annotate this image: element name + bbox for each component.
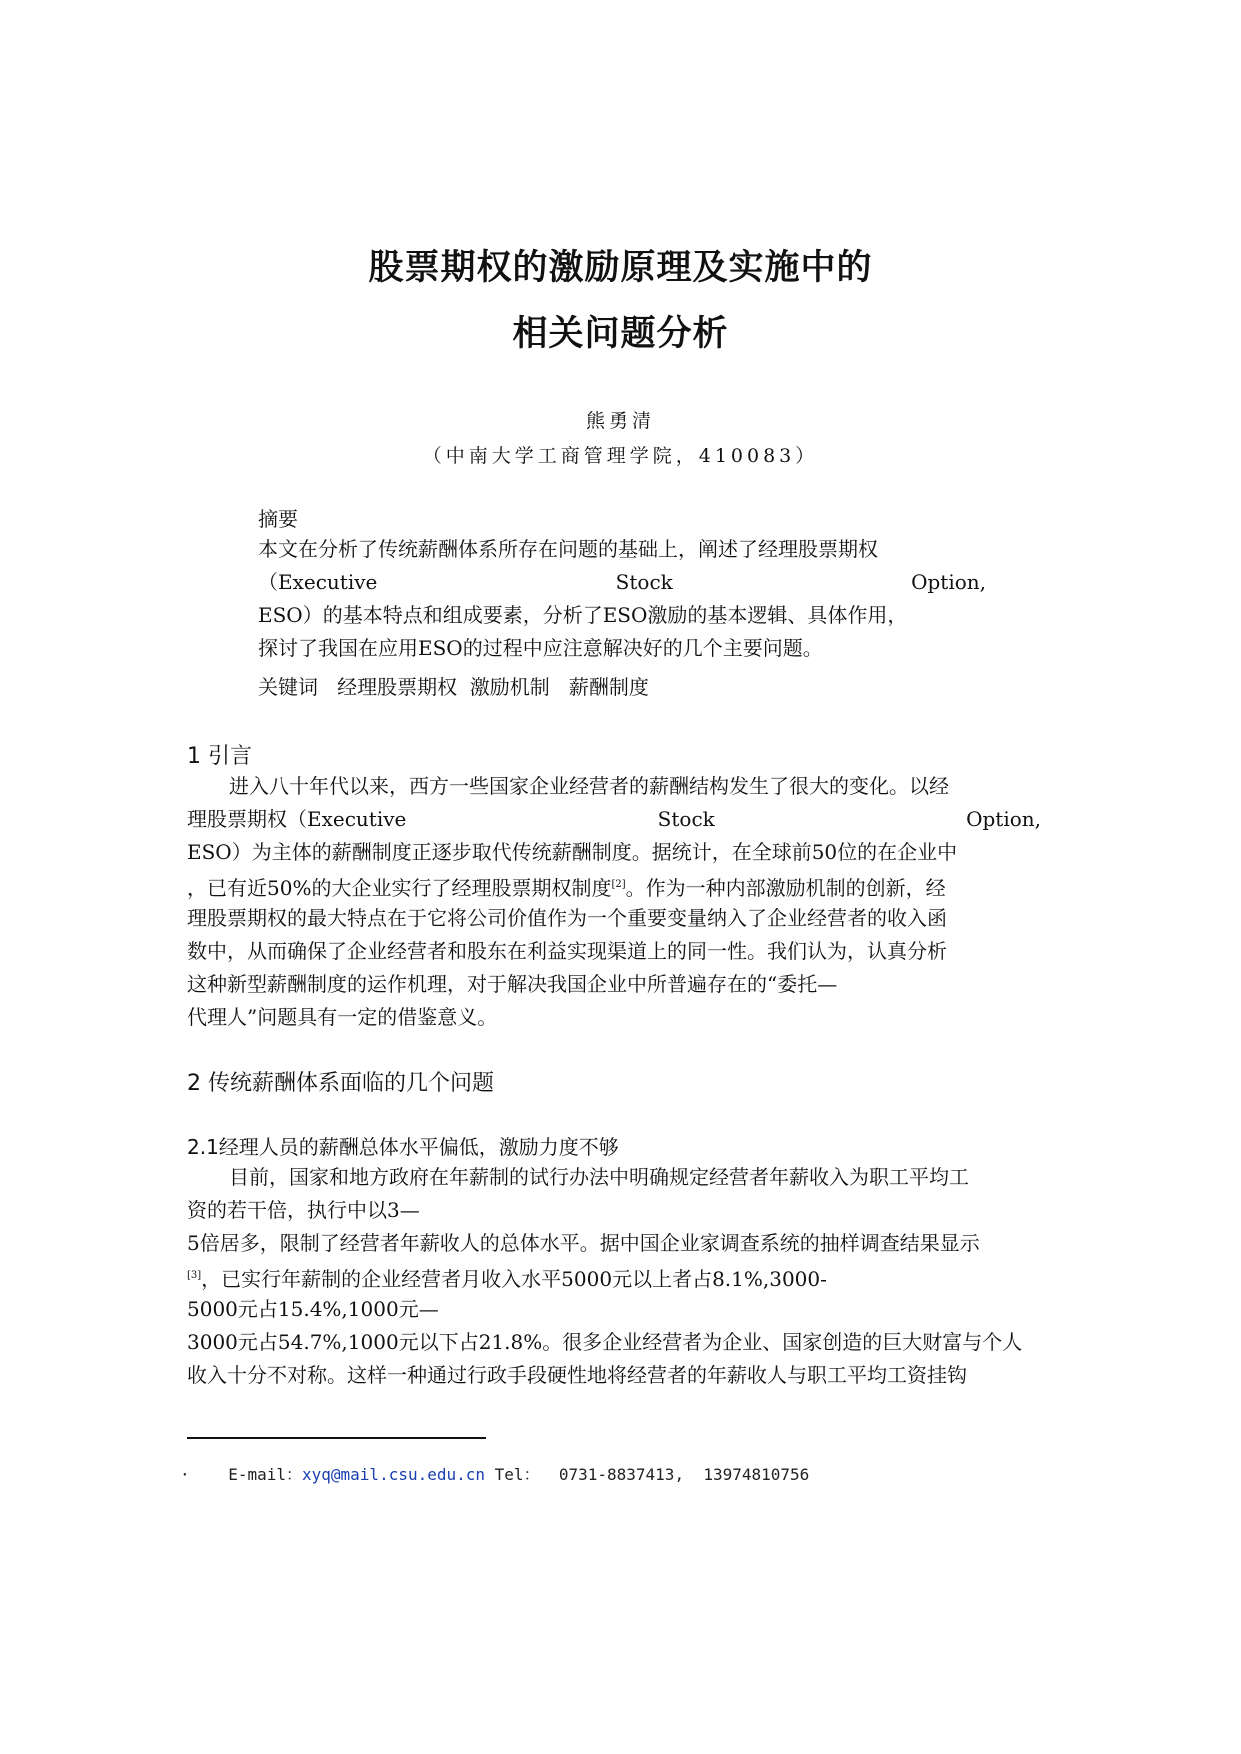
abstract-term: Stock [615,570,673,594]
body-line: 数中，从而确保了企业经营者和股东在利益实现渠道上的同一性。我们认为，认真分析 [187,939,947,963]
section-heading: 2 传统薪酬体系面临的几个问题 [187,1071,494,1096]
body-line: 3000元占54.7%,1000元以下占21.8%。很多企业经营者为企业、国家创造的巨大财富与个人 [187,1330,1023,1354]
body-text: ，已有近50%的大企业实行了经理股票期权制度 [187,876,612,900]
abstract-line [258,570,986,594]
footnote-divider [187,1437,486,1439]
body-line: 代理人”问题具有一定的借鉴意义。 [187,1005,498,1029]
abstract-line: ESO）的基本特点和组成要素，分析了ESO激励的基本逻辑、具体作用， [258,603,908,627]
abstract-heading: 摘要 [258,507,298,531]
body-line: 目前，国家和地方政府在年薪制的试行办法中明确规定经营者年薪收入为职工平均工 [229,1165,969,1189]
body-line [187,873,1043,900]
citation-ref: [2] [611,879,626,890]
body-line [187,1264,1043,1291]
abstract-line: 探讨了我国在应用ESO的过程中应注意解决好的几个主要问题。 [258,636,823,660]
tel-label: Tel： [485,1465,540,1484]
citation-ref: [3] [187,1270,202,1281]
body-line: 5倍居多，限制了经营者年薪收人的总体水平。据中国企业家调查系统的抽样调查结果显示 [187,1231,980,1255]
keywords-label: 关键词 [258,675,318,699]
keywords-text: 经理股票期权 激励机制 薪酬制度 [337,675,649,699]
email-link[interactable]: xyq@mail.csu.edu.cn [302,1465,486,1484]
section-heading: 1 引言 [187,744,252,769]
keywords-row [258,671,649,700]
body-line: ESO）为主体的薪酬制度正逐步取代传统薪酬制度。据统计，在全球前50位的在企业中 [187,840,958,864]
body-line: 资的若干倍，执行中以3— [187,1198,420,1222]
abstract-term: （Executive [258,570,378,594]
subsection-heading: 2.1经理人员的薪酬总体水平偏低，激励力度不够 [187,1135,619,1159]
email-label: E-mail： [228,1465,302,1484]
footnote-marker: · [180,1465,190,1484]
body-term: 理股票期权（Executive [187,807,407,831]
abstract-term: Option, [911,570,986,594]
body-text: ，已实行年薪制的企业经营者月收入水平5000元以上者占8.1%,3000- [201,1267,827,1291]
abstract-line: 本文在分析了传统薪酬体系所存在问题的基础上，阐述了经理股票期权 [258,537,878,561]
paper-title-line-2: 相关问题分析 [512,314,729,354]
body-term: Stock [657,807,715,831]
body-line: 这种新型薪酬制度的运作机理，对于解决我国企业中所普遍存在的“委托— [187,972,838,996]
body-term: Option, [966,807,1041,831]
body-line [187,807,1041,831]
body-text: 。作为一种内部激励机制的创新，经 [625,876,946,900]
body-line: 理股票期权的最大特点在于它将公司价值作为一个重要变量纳入了企业经营者的收入函 [187,906,947,930]
body-line: 收入十分不对称。这样一种通过行政手段硬性地将经营者的年薪收人与职工平均工资挂钩 [187,1363,967,1387]
paper-title-line-1: 股票期权的激励原理及实施中的 [368,248,873,288]
footnote [180,1462,809,1485]
author-affiliation: （中南大学工商管理学院，410083） [422,445,819,467]
author-name: 熊勇清 [585,410,655,432]
body-line: 进入八十年代以来，西方一些国家企业经营者的薪酬结构发生了很大的变化。以经 [229,774,949,798]
body-line: 5000元占15.4%,1000元— [187,1297,439,1321]
tel-numbers: 0731-8837413, 13974810756 [558,1465,810,1484]
